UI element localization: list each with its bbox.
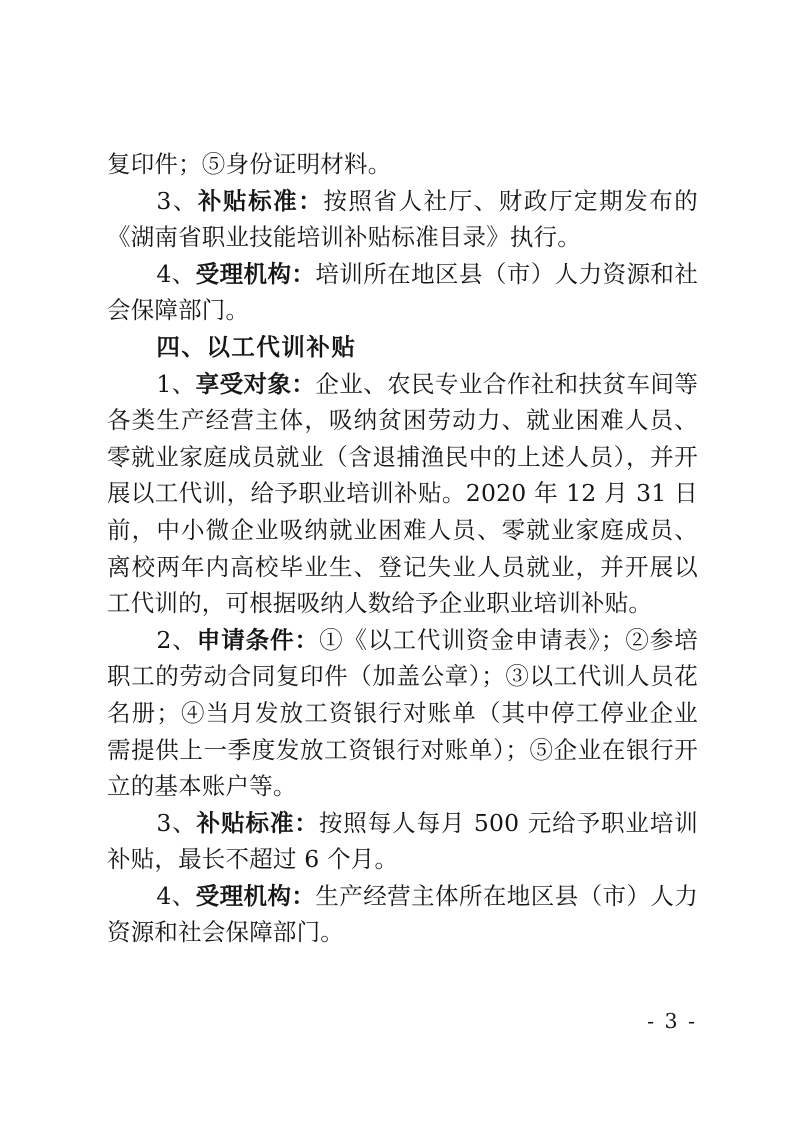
- paragraph: [107, 878, 698, 951]
- bold-label: 补贴标准：: [197, 186, 324, 215]
- body-text: 3、: [156, 186, 198, 215]
- paragraph: [107, 622, 698, 805]
- paragraph: [107, 805, 698, 878]
- body-text: 2、: [156, 625, 197, 654]
- body-text: 按照每人每月 500 元给予职业培训补贴，最长不超过 6 个月。: [107, 808, 698, 874]
- body-text: 1、: [156, 369, 196, 398]
- bold-label: 申请条件：: [196, 625, 320, 654]
- body-text: 4、: [156, 881, 196, 910]
- paragraph: [107, 146, 698, 183]
- body-text: 复印件；⑤身份证明材料。: [107, 150, 392, 178]
- paragraph: [107, 366, 698, 622]
- paragraph: [107, 256, 698, 329]
- paragraph: [107, 183, 698, 256]
- heading-text: 四、以工代训补贴: [156, 332, 357, 361]
- section-heading: [107, 329, 698, 366]
- bold-label: 补贴标准：: [196, 808, 319, 837]
- body-text: 生产经营主体所在地区县（市）人力资源和社会保障部门。: [107, 881, 699, 947]
- bold-label: 享受对象：: [195, 369, 316, 398]
- body-text: 企业、农民专业合作社和扶贫车间等各类生产经营主体，吸纳贫困劳动力、就业困难人员、零就业家庭成员就业（含退捕渔民中的上述人员），并开展以工代训，给予职业培训补贴。2020 年 12 月 31 日前，中小微企业吸纳就业困难人员、零就业家庭成员、离校两年内高校毕业生、登记失业人员就业，并开展以工代训的，可根据吸纳人数给予企业职业培训补贴。: [107, 369, 699, 618]
- page-number: - 3 -: [647, 1009, 697, 1033]
- bold-label: 受理机构：: [195, 881, 316, 910]
- body-text: 3、: [156, 808, 197, 837]
- document-body: [107, 146, 698, 951]
- bold-label: 受理机构：: [195, 259, 316, 288]
- body-text: ①《以工代训资金申请表》；②参培职工的劳动合同复印件（加盖公章）；③以工代训人员花名册；④当月发放工资银行对账单（其中停工停业企业需提供上一季度发放工资银行对账单）；⑤企业在银行开立的基本账户等。: [107, 625, 698, 801]
- body-text: 4、: [156, 259, 196, 288]
- body-text: 培训所在地区县（市）人力资源和社会保障部门。: [107, 259, 699, 325]
- body-text: 按照省人社厅、财政厅定期发布的《湖南省职业技能培训补贴标准目录》执行。: [107, 186, 699, 252]
